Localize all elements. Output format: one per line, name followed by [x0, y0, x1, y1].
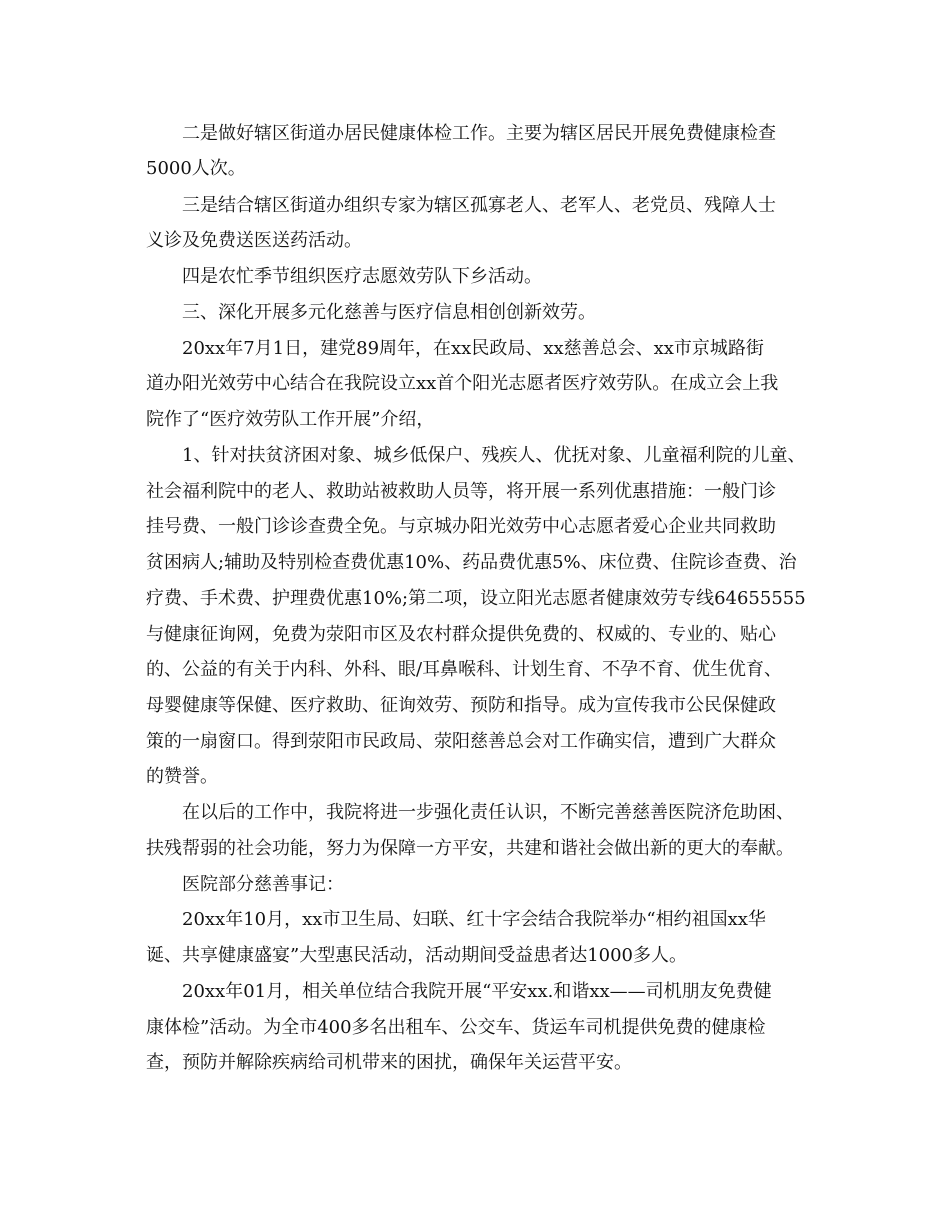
- text-line: 在以后的工作中，我院将进一步强化责任认识，不断完善慈善医院济危助困、: [182, 802, 794, 823]
- text-line: 的赞誉。: [146, 766, 218, 787]
- text-line: 医院部分慈善事记：: [182, 874, 344, 895]
- text-line: 院作了“医疗效劳队工作开展”介绍，: [146, 409, 435, 430]
- text-line: 查，预防并解除疾病给司机带来的困扰，确保年关运营平安。: [146, 1052, 632, 1073]
- text-line: 社会福利院中的老人、救助站被救助人员等，将开展一系列优惠措施：一般门诊: [146, 481, 776, 502]
- text-line: 20xx年10月，xx市卫生局、妇联、红十字会结合我院举办“相约祖国xx华: [182, 909, 766, 930]
- text-line: 扶残帮弱的社会功能，努力为保障一方平安，共建和谐社会做出新的更大的奉献。: [146, 838, 794, 859]
- text-line: 义诊及免费送医送药活动。: [146, 230, 362, 251]
- text-line: 诞、共享健康盛宴”大型惠民活动，活动期间受益患者达1000多人。: [146, 945, 688, 966]
- text-line: 挂号费、一般门诊诊查费全免。与京城办阳光效劳中心志愿者爱心企业共同救助: [146, 516, 776, 537]
- text-line: 5000人次。: [146, 158, 246, 179]
- text-line: 母婴健康等保健、医疗救助、征询效劳、预防和指导。成为宣传我市公民保健政: [146, 695, 776, 716]
- text-line: 疗费、手术费、护理费优惠10%;第二项，设立阳光志愿者健康效劳专线64655555: [146, 588, 806, 609]
- text-line: 与健康征询网，免费为荥阳市区及农村群众提供免费的、权威的、专业的、贴心: [146, 624, 776, 645]
- text-line: 三是结合辖区街道办组织专家为辖区孤寡老人、老军人、老党员、残障人士: [182, 195, 776, 216]
- text-line: 贫困病人;辅助及特别检查费优惠10%、药品费优惠5%、床位费、住院诊查费、治: [146, 552, 797, 573]
- text-line: 的、公益的有关于内科、外科、眼/耳鼻喉科、计划生育、不孕不育、优生优育、: [146, 659, 783, 680]
- section-heading: 三、深化开展多元化慈善与医疗信息相创创新效劳。: [182, 302, 596, 323]
- text-line: 20xx年01月，相关单位结合我院开展“平安xx.和谐xx——司机朋友免费健: [182, 981, 772, 1002]
- text-line: 1、针对扶贫济困对象、城乡低保户、残疾人、优抚对象、儿童福利院的儿童、: [182, 445, 806, 466]
- text-line: 策的一扇窗口。得到荥阳市民政局、荥阳慈善总会对工作确实信，遭到广大群众: [146, 731, 776, 752]
- text-line: 四是农忙季节组织医疗志愿效劳队下乡活动。: [182, 266, 542, 287]
- text-line: 二是做好辖区街道办居民健康体检工作。主要为辖区居民开展免费健康检查: [182, 123, 776, 144]
- text-line: 道办阳光效劳中心结合在我院设立xx首个阳光志愿者医疗效劳队。在成立会上我: [146, 373, 779, 394]
- text-line: 康体检”活动。为全市400多名出租车、公交车、货运车司机提供免费的健康检: [146, 1017, 766, 1038]
- text-line: 20xx年7月1日，建党89周年，在xx民政局、xx慈善总会、xx市京城路街: [182, 338, 764, 359]
